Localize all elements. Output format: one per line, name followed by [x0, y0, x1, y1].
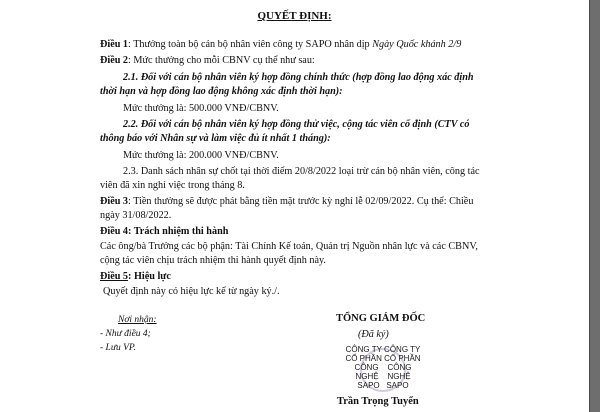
- article-2-label: Điều 2: [100, 55, 129, 66]
- signer-name: Trần Trọng Tuyển: [337, 396, 419, 407]
- article-3-line1: Điều 3: Tiền thưởng sẽ được phát bằng tiền mặt trước kỳ nghỉ lễ 02/09/2022. Cụ thể: Chiều: [100, 196, 474, 207]
- article-3-line2: ngày 31/08/2022.: [100, 210, 172, 221]
- item-2-1-line2: thời hạn và hợp đồng lao động không xác định thời hạn):: [100, 86, 343, 97]
- item-2-2-amount: Mức thưởng là: 200.000 VNĐ/CBNV.: [123, 150, 279, 161]
- article-5-label: Điều 5: [100, 271, 129, 282]
- item-2-3-line1: 2.3. Danh sách nhân sự chốt tại thời điểm 20/8/2022 loại trừ cán bộ nhân viên, công tác: [123, 166, 480, 177]
- article-4-heading: Điều 4: Trách nhiệm thi hành: [100, 226, 229, 237]
- item-2-2-line2: thông báo với Nhân sự và làm việc đủ ít nhất 1 tháng):: [100, 133, 331, 144]
- article-1-text: : Thưởng toàn bộ cán bộ nhân viên công ty SAPO nhân dịp: [128, 39, 373, 50]
- recipient-item: - Lưu VP.: [100, 343, 136, 353]
- item-2-1-amount: Mức thưởng là: 500.000 VNĐ/CBNV.: [123, 103, 279, 114]
- item-2-3-line2: viên đã xin nghỉ việc trong tháng 8.: [100, 180, 245, 191]
- article-1: [100, 39, 461, 51]
- recipients-heading: Nơi nhận:: [118, 315, 157, 325]
- article-3-label: Điều 3: [100, 196, 129, 207]
- article-2-text: : Mức thưởng cho mỗi CBNV cụ thể như sau:: [128, 55, 315, 66]
- signed-note: (Đã ký): [358, 329, 389, 340]
- item-2-1-line1: 2.1. Đối với cán bộ nhân viên ký hợp đồng chính thức (hợp đồng lao động xác định: [123, 72, 474, 83]
- article-1-label: Điều 1: [100, 39, 129, 50]
- article-2: [100, 55, 315, 67]
- document-title: QUYẾT ĐỊNH:: [257, 10, 332, 22]
- article-5-text: Quyết định này có hiệu lực kể từ ngày ký./.: [103, 286, 280, 297]
- signer-title: TỔNG GIÁM ĐỐC: [336, 313, 426, 324]
- article-4-line1: Các ông/bà Trưởng các bộ phận: Tài Chính Kế toán, Quản trị Nguồn nhân lực và các CBNV,: [100, 241, 478, 252]
- recipient-item: - Như điều 4;: [100, 329, 151, 339]
- company-seal: CÔNG TY CÔNG TY CỔ PHẦN CỔ PHẦN CÔNG CÔNG NGHỆ NGHỆ SAPO SAPO: [338, 345, 428, 395]
- article-4-label: Điều 4: [100, 226, 129, 237]
- article-1-occasion: Ngày Quốc khánh 2/9: [372, 39, 462, 50]
- article-4-line2: cộng tác viên chịu trách nhiệm thi hành quyết định này.: [100, 255, 326, 266]
- item-2-2-line1: 2.2. Đối với cán bộ nhân viên ký hợp đồng thử việc, cộng tác viên cố định (CTV có: [123, 119, 470, 130]
- article-5-heading: Điều 5: Hiệu lực: [100, 271, 171, 282]
